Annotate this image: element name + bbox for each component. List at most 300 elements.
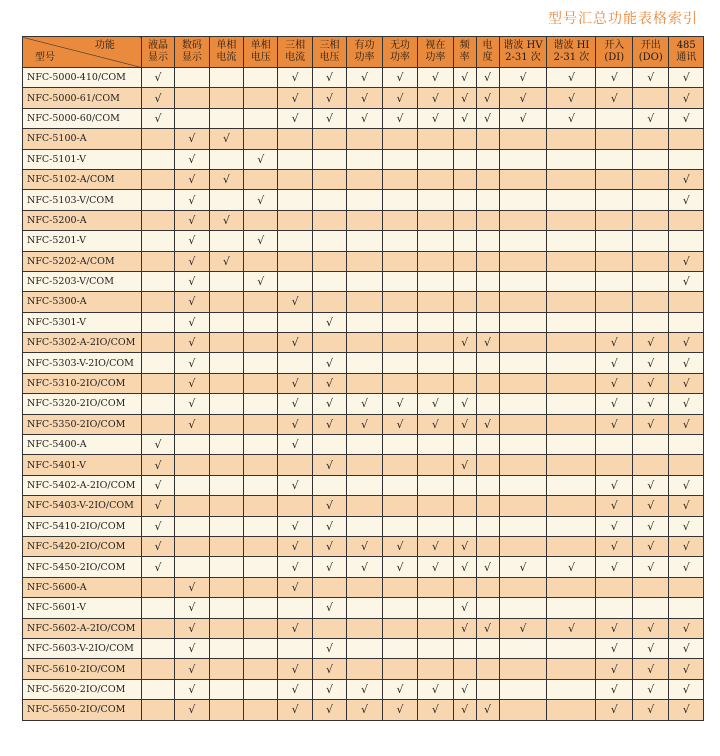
empty-cell <box>347 210 382 230</box>
table-row <box>23 88 704 108</box>
column-header-line: 单相 <box>216 40 237 51</box>
column-header <box>209 37 243 68</box>
empty-cell <box>547 210 596 230</box>
model-cell: NFC-5410-2IO/COM <box>23 516 142 536</box>
model-cell: NFC-5620-2IO/COM <box>23 679 142 699</box>
model-cell: NFC-5450-2IO/COM <box>23 557 142 577</box>
empty-cell <box>669 577 704 597</box>
empty-cell <box>382 169 417 189</box>
empty-cell <box>382 496 417 516</box>
check-mark-cell: √ <box>632 659 669 679</box>
empty-cell <box>244 251 278 271</box>
column-header <box>547 37 596 68</box>
check-mark-cell: √ <box>596 68 633 88</box>
empty-cell <box>499 455 547 475</box>
table-row <box>23 577 704 597</box>
empty-cell <box>632 169 669 189</box>
empty-cell <box>347 455 382 475</box>
check-mark-cell: √ <box>278 618 312 638</box>
model-cell: NFC-5310-2IO/COM <box>23 373 142 393</box>
empty-cell <box>596 149 633 169</box>
empty-cell <box>312 169 346 189</box>
check-mark-cell: √ <box>278 292 312 312</box>
check-mark-cell: √ <box>596 700 633 720</box>
empty-cell <box>141 577 174 597</box>
check-mark-cell: √ <box>141 68 174 88</box>
check-mark-cell: √ <box>312 700 346 720</box>
empty-cell <box>347 435 382 455</box>
empty-cell <box>209 536 243 556</box>
header-corner-function-label: 功能 <box>94 40 115 51</box>
empty-cell <box>209 414 243 434</box>
empty-cell <box>547 435 596 455</box>
table-row <box>23 394 704 414</box>
table-header-row <box>23 37 704 68</box>
column-header-line: (DI) <box>604 52 625 63</box>
check-mark-cell: √ <box>278 414 312 434</box>
empty-cell <box>347 516 382 536</box>
empty-cell <box>596 190 633 210</box>
empty-cell <box>141 700 174 720</box>
model-cell: NFC-5420-2IO/COM <box>23 536 142 556</box>
empty-cell <box>418 353 453 373</box>
check-mark-cell: √ <box>278 373 312 393</box>
empty-cell <box>632 455 669 475</box>
check-mark-cell: √ <box>632 108 669 128</box>
empty-cell <box>476 292 499 312</box>
empty-cell <box>453 251 476 271</box>
model-cell: NFC-5350-2IO/COM <box>23 414 142 434</box>
check-mark-cell: √ <box>669 659 704 679</box>
model-cell: NFC-5000-60/COM <box>23 108 142 128</box>
empty-cell <box>418 455 453 475</box>
column-header <box>382 37 417 68</box>
empty-cell <box>476 129 499 149</box>
empty-cell <box>382 618 417 638</box>
check-mark-cell: √ <box>632 536 669 556</box>
check-mark-cell: √ <box>278 659 312 679</box>
model-cell: NFC-5102-A/COM <box>23 169 142 189</box>
check-mark-cell: √ <box>669 394 704 414</box>
column-header-line: 频 <box>459 40 470 51</box>
check-mark-cell: √ <box>632 353 669 373</box>
empty-cell <box>547 516 596 536</box>
check-mark-cell: √ <box>347 557 382 577</box>
table-row <box>23 455 704 475</box>
check-mark-cell: √ <box>382 414 417 434</box>
empty-cell <box>499 251 547 271</box>
empty-cell <box>453 435 476 455</box>
check-mark-cell: √ <box>499 68 547 88</box>
empty-cell <box>278 210 312 230</box>
check-mark-cell: √ <box>312 496 346 516</box>
check-mark-cell: √ <box>669 516 704 536</box>
empty-cell <box>453 210 476 230</box>
check-mark-cell: √ <box>312 455 346 475</box>
empty-cell <box>209 700 243 720</box>
empty-cell <box>669 210 704 230</box>
empty-cell <box>382 516 417 536</box>
check-mark-cell: √ <box>312 353 346 373</box>
empty-cell <box>547 700 596 720</box>
check-mark-cell: √ <box>596 618 633 638</box>
check-mark-cell: √ <box>476 557 499 577</box>
empty-cell <box>499 292 547 312</box>
column-header <box>499 37 547 68</box>
check-mark-cell: √ <box>347 88 382 108</box>
empty-cell <box>453 271 476 291</box>
empty-cell <box>382 292 417 312</box>
column-header-line: 电流 <box>216 52 237 63</box>
check-mark-cell: √ <box>278 536 312 556</box>
empty-cell <box>499 190 547 210</box>
empty-cell <box>141 638 174 658</box>
check-mark-cell: √ <box>347 68 382 88</box>
empty-cell <box>141 190 174 210</box>
check-mark-cell: √ <box>278 577 312 597</box>
column-header-line: 显示 <box>148 52 169 63</box>
empty-cell <box>209 557 243 577</box>
check-mark-cell: √ <box>476 618 499 638</box>
empty-cell <box>669 149 704 169</box>
table-row <box>23 598 704 618</box>
model-cell: NFC-5610-2IO/COM <box>23 659 142 679</box>
empty-cell <box>347 129 382 149</box>
model-cell: NFC-5601-V <box>23 598 142 618</box>
empty-cell <box>312 292 346 312</box>
check-mark-cell: √ <box>278 394 312 414</box>
empty-cell <box>476 455 499 475</box>
check-mark-cell: √ <box>547 557 596 577</box>
empty-cell <box>347 577 382 597</box>
empty-cell <box>244 577 278 597</box>
check-mark-cell: √ <box>453 68 476 88</box>
empty-cell <box>669 435 704 455</box>
table-row <box>23 190 704 210</box>
empty-cell <box>312 149 346 169</box>
table-row <box>23 68 704 88</box>
empty-cell <box>632 149 669 169</box>
empty-cell <box>476 516 499 536</box>
empty-cell <box>209 577 243 597</box>
empty-cell <box>347 292 382 312</box>
empty-cell <box>476 149 499 169</box>
empty-cell <box>499 700 547 720</box>
check-mark-cell: √ <box>278 557 312 577</box>
check-mark-cell: √ <box>669 557 704 577</box>
empty-cell <box>278 190 312 210</box>
check-mark-cell: √ <box>547 88 596 108</box>
empty-cell <box>141 679 174 699</box>
empty-cell <box>278 455 312 475</box>
column-header <box>476 37 499 68</box>
table-row <box>23 312 704 332</box>
column-header <box>141 37 174 68</box>
empty-cell <box>278 598 312 618</box>
check-mark-cell: √ <box>141 435 174 455</box>
empty-cell <box>244 333 278 353</box>
check-mark-cell: √ <box>596 659 633 679</box>
empty-cell <box>418 618 453 638</box>
empty-cell <box>244 679 278 699</box>
empty-cell <box>499 577 547 597</box>
empty-cell <box>596 577 633 597</box>
check-mark-cell: √ <box>141 516 174 536</box>
empty-cell <box>244 455 278 475</box>
empty-cell <box>312 231 346 251</box>
check-mark-cell: √ <box>669 679 704 699</box>
empty-cell <box>312 577 346 597</box>
empty-cell <box>244 353 278 373</box>
check-mark-cell: √ <box>175 353 209 373</box>
empty-cell <box>141 414 174 434</box>
empty-cell <box>347 598 382 618</box>
empty-cell <box>209 659 243 679</box>
check-mark-cell: √ <box>175 210 209 230</box>
empty-cell <box>141 129 174 149</box>
empty-cell <box>547 231 596 251</box>
model-cell: NFC-5200-A <box>23 210 142 230</box>
empty-cell <box>209 679 243 699</box>
empty-cell <box>476 394 499 414</box>
empty-cell <box>209 394 243 414</box>
column-header-line: 显示 <box>181 52 202 63</box>
check-mark-cell: √ <box>632 373 669 393</box>
check-mark-cell: √ <box>244 271 278 291</box>
check-mark-cell: √ <box>382 394 417 414</box>
check-mark-cell: √ <box>278 108 312 128</box>
empty-cell <box>476 475 499 495</box>
empty-cell <box>632 312 669 332</box>
empty-cell <box>418 210 453 230</box>
empty-cell <box>596 292 633 312</box>
empty-cell <box>244 700 278 720</box>
model-cell: NFC-5303-V-2IO/COM <box>23 353 142 373</box>
check-mark-cell: √ <box>175 700 209 720</box>
empty-cell <box>141 598 174 618</box>
check-mark-cell: √ <box>596 475 633 495</box>
model-cell: NFC-5101-V <box>23 149 142 169</box>
empty-cell <box>632 129 669 149</box>
check-mark-cell: √ <box>382 557 417 577</box>
check-mark-cell: √ <box>669 618 704 638</box>
check-mark-cell: √ <box>418 88 453 108</box>
empty-cell <box>312 129 346 149</box>
check-mark-cell: √ <box>632 557 669 577</box>
empty-cell <box>278 149 312 169</box>
empty-cell <box>209 516 243 536</box>
empty-cell <box>347 169 382 189</box>
check-mark-cell: √ <box>596 557 633 577</box>
table-row <box>23 475 704 495</box>
empty-cell <box>418 231 453 251</box>
empty-cell <box>547 659 596 679</box>
empty-cell <box>596 169 633 189</box>
check-mark-cell: √ <box>476 414 499 434</box>
model-cell: NFC-5600-A <box>23 577 142 597</box>
column-header <box>596 37 633 68</box>
check-mark-cell: √ <box>632 638 669 658</box>
check-mark-cell: √ <box>453 333 476 353</box>
page-title: 型号汇总功能表格索引 <box>548 11 698 27</box>
check-mark-cell: √ <box>141 88 174 108</box>
empty-cell <box>175 435 209 455</box>
empty-cell <box>347 312 382 332</box>
check-mark-cell: √ <box>499 618 547 638</box>
check-mark-cell: √ <box>312 516 346 536</box>
empty-cell <box>547 373 596 393</box>
check-mark-cell: √ <box>596 333 633 353</box>
column-header-line: 单相 <box>250 40 271 51</box>
column-header-line: (DO) <box>638 52 663 63</box>
table-row <box>23 435 704 455</box>
empty-cell <box>547 638 596 658</box>
check-mark-cell: √ <box>312 557 346 577</box>
empty-cell <box>209 638 243 658</box>
empty-cell <box>312 210 346 230</box>
table-row <box>23 149 704 169</box>
check-mark-cell: √ <box>278 679 312 699</box>
column-header <box>632 37 669 68</box>
check-mark-cell: √ <box>669 536 704 556</box>
check-mark-cell: √ <box>596 536 633 556</box>
check-mark-cell: √ <box>453 88 476 108</box>
empty-cell <box>141 251 174 271</box>
check-mark-cell: √ <box>547 68 596 88</box>
empty-cell <box>141 312 174 332</box>
model-cell: NFC-5320-2IO/COM <box>23 394 142 414</box>
empty-cell <box>499 312 547 332</box>
check-mark-cell: √ <box>382 108 417 128</box>
column-header-line: 功率 <box>354 52 375 63</box>
empty-cell <box>453 312 476 332</box>
table-row <box>23 700 704 720</box>
empty-cell <box>669 292 704 312</box>
check-mark-cell: √ <box>347 414 382 434</box>
check-mark-cell: √ <box>596 353 633 373</box>
table-body <box>23 68 704 721</box>
check-mark-cell: √ <box>141 108 174 128</box>
empty-cell <box>453 577 476 597</box>
empty-cell <box>547 536 596 556</box>
empty-cell <box>209 108 243 128</box>
empty-cell <box>476 536 499 556</box>
check-mark-cell: √ <box>596 516 633 536</box>
empty-cell <box>175 496 209 516</box>
check-mark-cell: √ <box>632 414 669 434</box>
empty-cell <box>209 455 243 475</box>
check-mark-cell: √ <box>175 190 209 210</box>
empty-cell <box>547 333 596 353</box>
column-header-line: 三相 <box>319 40 340 51</box>
empty-cell <box>476 659 499 679</box>
empty-cell <box>499 271 547 291</box>
check-mark-cell: √ <box>476 68 499 88</box>
empty-cell <box>347 659 382 679</box>
model-cell: NFC-5402-A-2IO/COM <box>23 475 142 495</box>
empty-cell <box>499 333 547 353</box>
empty-cell <box>669 455 704 475</box>
check-mark-cell: √ <box>547 618 596 638</box>
empty-cell <box>382 312 417 332</box>
empty-cell <box>418 475 453 495</box>
empty-cell <box>382 129 417 149</box>
table-row <box>23 251 704 271</box>
empty-cell <box>547 271 596 291</box>
empty-cell <box>418 373 453 393</box>
model-cell: NFC-5203-V/COM <box>23 271 142 291</box>
check-mark-cell: √ <box>312 312 346 332</box>
model-cell: NFC-5602-A-2IO/COM <box>23 618 142 638</box>
empty-cell <box>453 638 476 658</box>
column-header-line: 无功 <box>389 40 410 51</box>
empty-cell <box>175 516 209 536</box>
model-cell: NFC-5401-V <box>23 455 142 475</box>
empty-cell <box>476 169 499 189</box>
table-row <box>23 496 704 516</box>
empty-cell <box>418 292 453 312</box>
empty-cell <box>209 373 243 393</box>
check-mark-cell: √ <box>175 679 209 699</box>
model-cell: NFC-5201-V <box>23 231 142 251</box>
check-mark-cell: √ <box>141 536 174 556</box>
empty-cell <box>418 312 453 332</box>
empty-cell <box>632 292 669 312</box>
empty-cell <box>476 231 499 251</box>
check-mark-cell: √ <box>418 108 453 128</box>
check-mark-cell: √ <box>209 169 243 189</box>
check-mark-cell: √ <box>175 414 209 434</box>
check-mark-cell: √ <box>312 659 346 679</box>
empty-cell <box>209 475 243 495</box>
empty-cell <box>547 455 596 475</box>
check-mark-cell: √ <box>175 373 209 393</box>
empty-cell <box>278 251 312 271</box>
empty-cell <box>141 394 174 414</box>
empty-cell <box>312 475 346 495</box>
column-header-line: 数码 <box>181 40 202 51</box>
empty-cell <box>476 190 499 210</box>
empty-cell <box>141 169 174 189</box>
table-row <box>23 659 704 679</box>
table-row <box>23 271 704 291</box>
empty-cell <box>141 292 174 312</box>
empty-cell <box>632 271 669 291</box>
check-mark-cell: √ <box>278 700 312 720</box>
table-row <box>23 353 704 373</box>
empty-cell <box>596 231 633 251</box>
check-mark-cell: √ <box>632 333 669 353</box>
check-mark-cell: √ <box>453 557 476 577</box>
check-mark-cell: √ <box>453 618 476 638</box>
check-mark-cell: √ <box>453 455 476 475</box>
check-mark-cell: √ <box>596 373 633 393</box>
model-cell: NFC-5302-A-2IO/COM <box>23 333 142 353</box>
empty-cell <box>453 149 476 169</box>
empty-cell <box>141 353 174 373</box>
empty-cell <box>499 638 547 658</box>
empty-cell <box>244 394 278 414</box>
empty-cell <box>499 353 547 373</box>
empty-cell <box>278 271 312 291</box>
check-mark-cell: √ <box>175 598 209 618</box>
empty-cell <box>382 475 417 495</box>
empty-cell <box>669 231 704 251</box>
check-mark-cell: √ <box>175 129 209 149</box>
empty-cell <box>499 414 547 434</box>
empty-cell <box>209 271 243 291</box>
column-header-line: 功率 <box>425 52 446 63</box>
